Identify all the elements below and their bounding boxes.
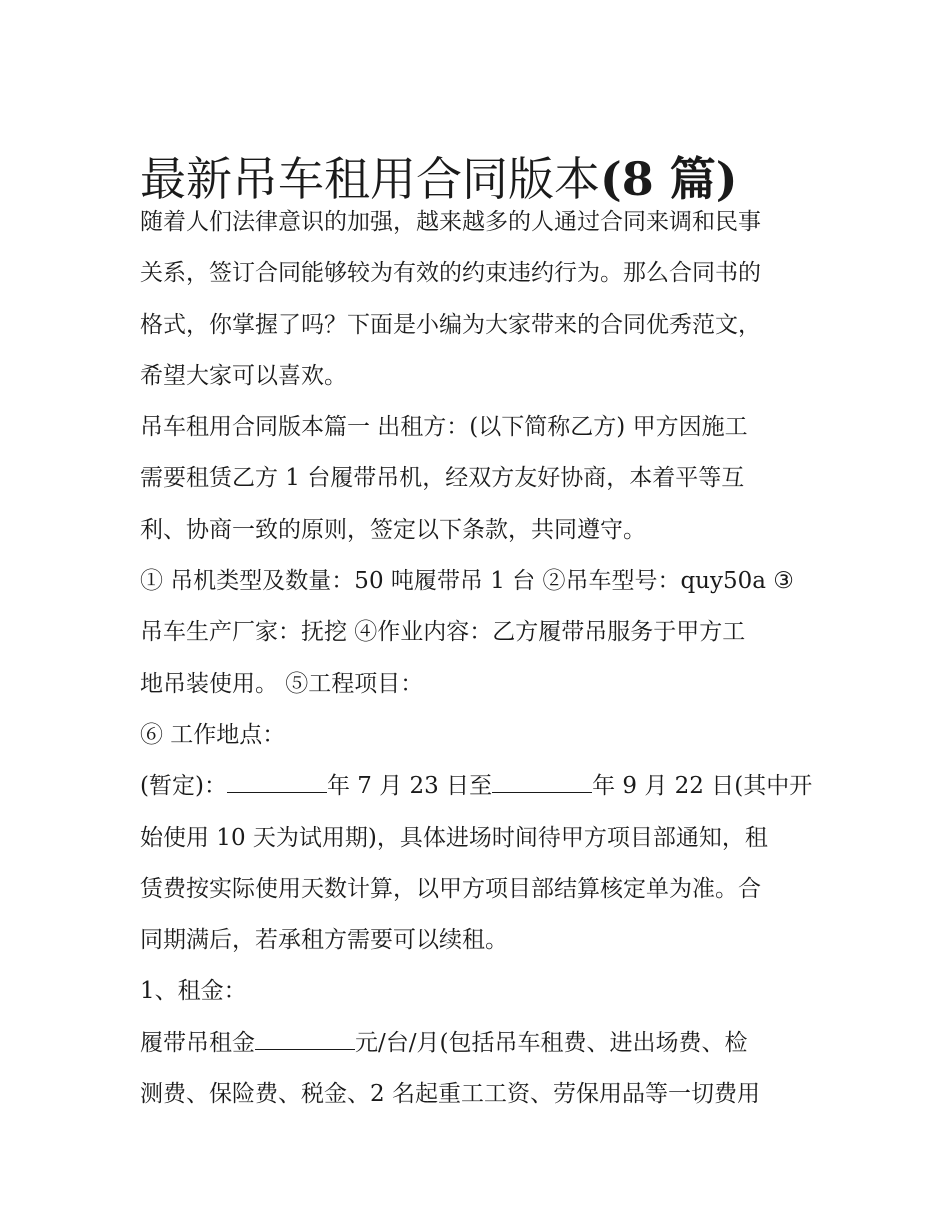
blank-field xyxy=(255,1027,355,1050)
section-line: ⑥ 工作地点： xyxy=(140,721,286,748)
document-body xyxy=(140,197,820,1120)
section-line: 吊车租用合同版本篇一 出租方：(以下简称乙方) 甲方因施工 xyxy=(140,414,748,441)
intro-line: 格式，你掌握了吗？下面是小编为大家带来的合同优秀范文， xyxy=(140,311,761,338)
section-line: 赁费按实际使用天数计算，以甲方项目部结算核定单为准。合 xyxy=(140,875,761,902)
section-line: 始使用 10 天为试用期)，具体进场时间待甲方项目部通知，租 xyxy=(140,824,768,851)
period-suffix: 年 9 月 22 日(其中开 xyxy=(592,773,813,800)
intro-line: 随着人们法律意识的加强，越来越多的人通过合同来调和民事 xyxy=(140,209,761,235)
section-line: 地吊装使用。 ⑤工程项目： xyxy=(140,670,424,697)
rent-line xyxy=(140,1018,820,1069)
intro-line: 关系，签订合同能够较为有效的约束违约行为。那么合同书的 xyxy=(140,260,761,287)
title-main: 最新吊车租用合同版本 xyxy=(140,151,600,206)
intro-line: 希望大家可以喜欢。 xyxy=(140,362,347,389)
blank-field xyxy=(227,770,327,793)
section-line: 吊车生产厂家：抚挖 ④作业内容：乙方履带吊服务于甲方工 xyxy=(140,619,746,646)
section-line: 同期满后，若承租方需要可以续租。 xyxy=(140,927,508,954)
section-line: ① 吊机类型及数量：50 吨履带吊 1 台 ②吊车型号：quy50a ③ xyxy=(140,568,794,595)
rent-suffix: 元/台/月(包括吊车租费、进出场费、检 xyxy=(355,1029,748,1056)
title-suffix: (8 篇) xyxy=(600,151,738,206)
blank-field xyxy=(492,770,592,793)
section-line: 需要租赁乙方 1 台履带吊机，经双方友好协商，本着平等互 xyxy=(140,465,745,492)
rent-prefix: 履带吊租金 xyxy=(140,1029,255,1056)
period-mid: 年 7 月 23 日至 xyxy=(326,773,493,800)
section-line: 测费、保险费、税金、2 名起重工工资、劳保用品等一切费用 xyxy=(140,1081,760,1108)
period-prefix: (暂定)： xyxy=(140,773,227,800)
section-heading: 1、租金： xyxy=(140,978,247,1005)
period-line xyxy=(140,761,820,812)
section-line: 利、协商一致的原则，签定以下条款，共同遵守。 xyxy=(140,516,646,543)
